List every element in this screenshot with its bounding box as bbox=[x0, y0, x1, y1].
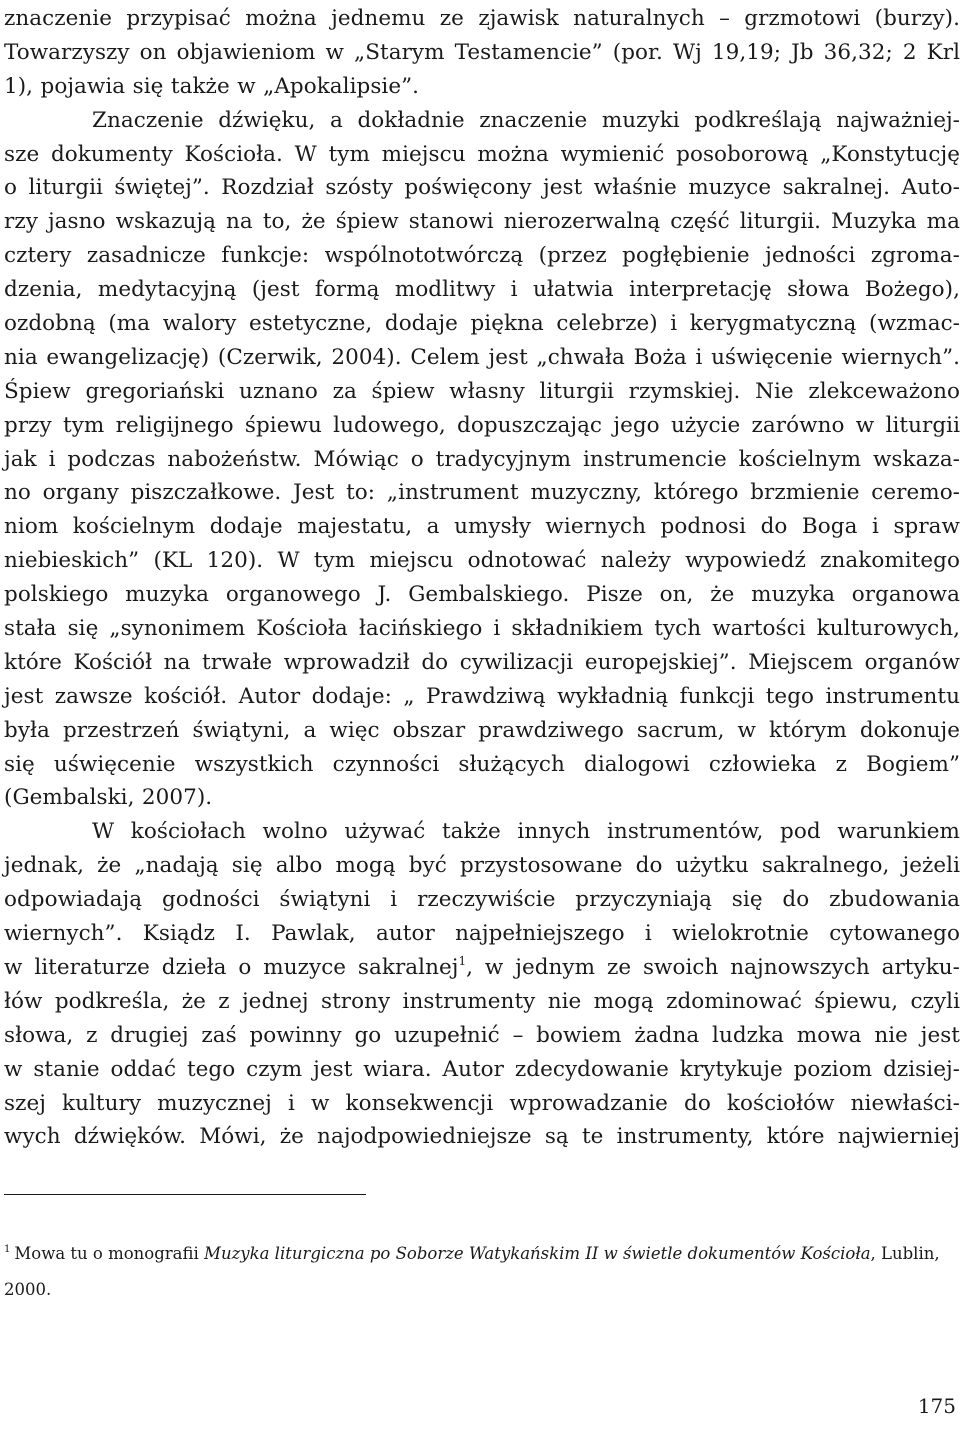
footnote-marker: 1 bbox=[4, 1244, 11, 1255]
text-line: jak i podczas nabożeństw. Mówiąc o tradycyjnym instrumencie kościelnym wskaza- bbox=[4, 446, 960, 472]
footnote bbox=[4, 1236, 960, 1308]
footnote-tail: , Lublin, bbox=[870, 1244, 940, 1263]
text-segment: w literaturze dzieła o muzyce sakralnej bbox=[4, 954, 459, 980]
text-line: no organy piszczałkowe. Jest to: „instrument muzyczny, którego brzmienie ceremo- bbox=[4, 480, 960, 506]
text-line: łów podkreśla, że z jednej strony instrumenty nie mogą zdominować śpiewu, czyli bbox=[4, 988, 960, 1014]
text-line: dzenia, medytacyjną (jest formą modlitwy i ułatwia interpretację słowa Bożego), bbox=[4, 277, 960, 303]
text-line: W kościołach wolno używać także innych instrumentów, pod warunkiem bbox=[92, 819, 960, 845]
footnote-separator bbox=[4, 1194, 366, 1195]
text-line: polskiego muzyka organowego J. Gembalskiego. Pisze on, że muzyka organowa bbox=[4, 582, 960, 608]
text-line: ozdobną (ma walory estetyczne, dodaje piękna celebrze) i kerygmatyczną (wzmac- bbox=[4, 311, 960, 337]
text-line: znaczenie przypisać można jednemu ze zjawisk naturalnych – grzmotowi (burzy). bbox=[4, 6, 960, 31]
text-line: 1), pojawia się także w „Apokalipsie”. bbox=[4, 73, 420, 99]
text-segment: , w jednym ze swoich najnowszych artyku- bbox=[466, 954, 960, 980]
text-line: przy tym religijnego śpiewu ludowego, dopuszczając jego użycie zarówno w liturgii bbox=[4, 412, 960, 438]
footnote-line bbox=[4, 1236, 960, 1272]
text-line: stała się „synonimem Kościoła łacińskiego i składnikiem tych wartości kulturowych, bbox=[4, 616, 960, 642]
text-line: jednak, że „nadają się albo mogą być przystosowane do użytku sakralnego, jeżeli bbox=[4, 853, 960, 879]
text-line: się uświęcenie wszystkich czynności służących dialogowi człowieka z Bogiem” bbox=[4, 751, 960, 777]
text-line: odpowiadają godności świątyni i rzeczywiście przyczyniają się do zbudowania bbox=[4, 887, 960, 913]
text-line: rzy jasno wskazują na to, że śpiew stanowi nierozerwalną część liturgii. Muzyka ma bbox=[4, 209, 960, 235]
text-line: wych dźwięków. Mówi, że najodpowiedniejsze są te instrumenty, które najwierniej bbox=[4, 1124, 960, 1150]
text-line: niom kościelnym dodaje majestatu, a umysły wiernych podnosi do Boga i spraw bbox=[4, 514, 960, 540]
text-line: sze dokumenty Kościoła. W tym miejscu można wymienić posoborową „Konstytucję bbox=[4, 141, 960, 167]
page-number: 175 bbox=[917, 1394, 956, 1418]
text-line: Śpiew gregoriański uznano za śpiew własny liturgii rzymskiej. Nie zlekceważono bbox=[4, 378, 960, 404]
text-line: słowa, z drugiej zaś powinny go uzupełnić – bowiem żadna ludzka mowa nie jest bbox=[4, 1022, 960, 1048]
text-line: Towarzyszy on objawieniom w „Starym Testamencie” (por. Wj 19,19; Jb 36,32; 2 Krl bbox=[4, 39, 960, 65]
text-line: w stanie oddać tego czym jest wiara. Autor zdecydowanie krytykuje poziom dzisiej- bbox=[4, 1056, 960, 1082]
text-line: które Kościół na trwałe wprowadził do cywilizacji europejskiej”. Miejscem organów bbox=[4, 649, 960, 675]
text-line: niebieskich” (KL 120). W tym miejscu odnotować należy wypowiedź znakomitego bbox=[4, 548, 960, 574]
body-text bbox=[4, 2, 960, 1154]
footnote-book-title: Muzyka liturgiczna po Soborze Watykańskim II w świetle dokumentów Kościoła bbox=[204, 1244, 871, 1263]
footnote-line: 2000. bbox=[4, 1280, 52, 1299]
text-line: Znaczenie dźwięku, a dokładnie znaczenie muzyki podkreślają najważniej- bbox=[92, 107, 960, 133]
text-line: wiernych”. Ksiądz I. Pawlak, autor najpełniejszego i wielokrotnie cytowanego bbox=[4, 921, 960, 947]
text-line: nia ewangelizację) (Czerwik, 2004). Celem jest „chwała Boża i uświęcenie wiernych”. bbox=[4, 344, 960, 370]
text-line-with-footnote bbox=[4, 951, 960, 985]
text-line: była przestrzeń świątyni, a więc obszar prawdziwego sacrum, w którym dokonuje bbox=[4, 717, 960, 743]
text-line: o liturgii świętej”. Rozdział szósty poświęcony jest właśnie muzyce sakralnej. Auto- bbox=[4, 175, 960, 201]
text-line: cztery zasadnicze funkcje: wspólnototwórczą (przez pogłębienie jedności zgroma- bbox=[4, 243, 960, 269]
footnote-reference[interactable]: 1 bbox=[458, 953, 467, 968]
text-line: szej kultury muzycznej i w konsekwencji wprowadzanie do kościołów niewłaści- bbox=[4, 1090, 960, 1116]
footnote-lead: Mowa tu o monografii bbox=[14, 1244, 205, 1263]
text-line: (Gembalski, 2007). bbox=[4, 785, 213, 811]
text-line: jest zawsze kościół. Autor dodaje: „ Prawdziwą wykładnią funkcji tego instrumentu bbox=[4, 683, 960, 709]
